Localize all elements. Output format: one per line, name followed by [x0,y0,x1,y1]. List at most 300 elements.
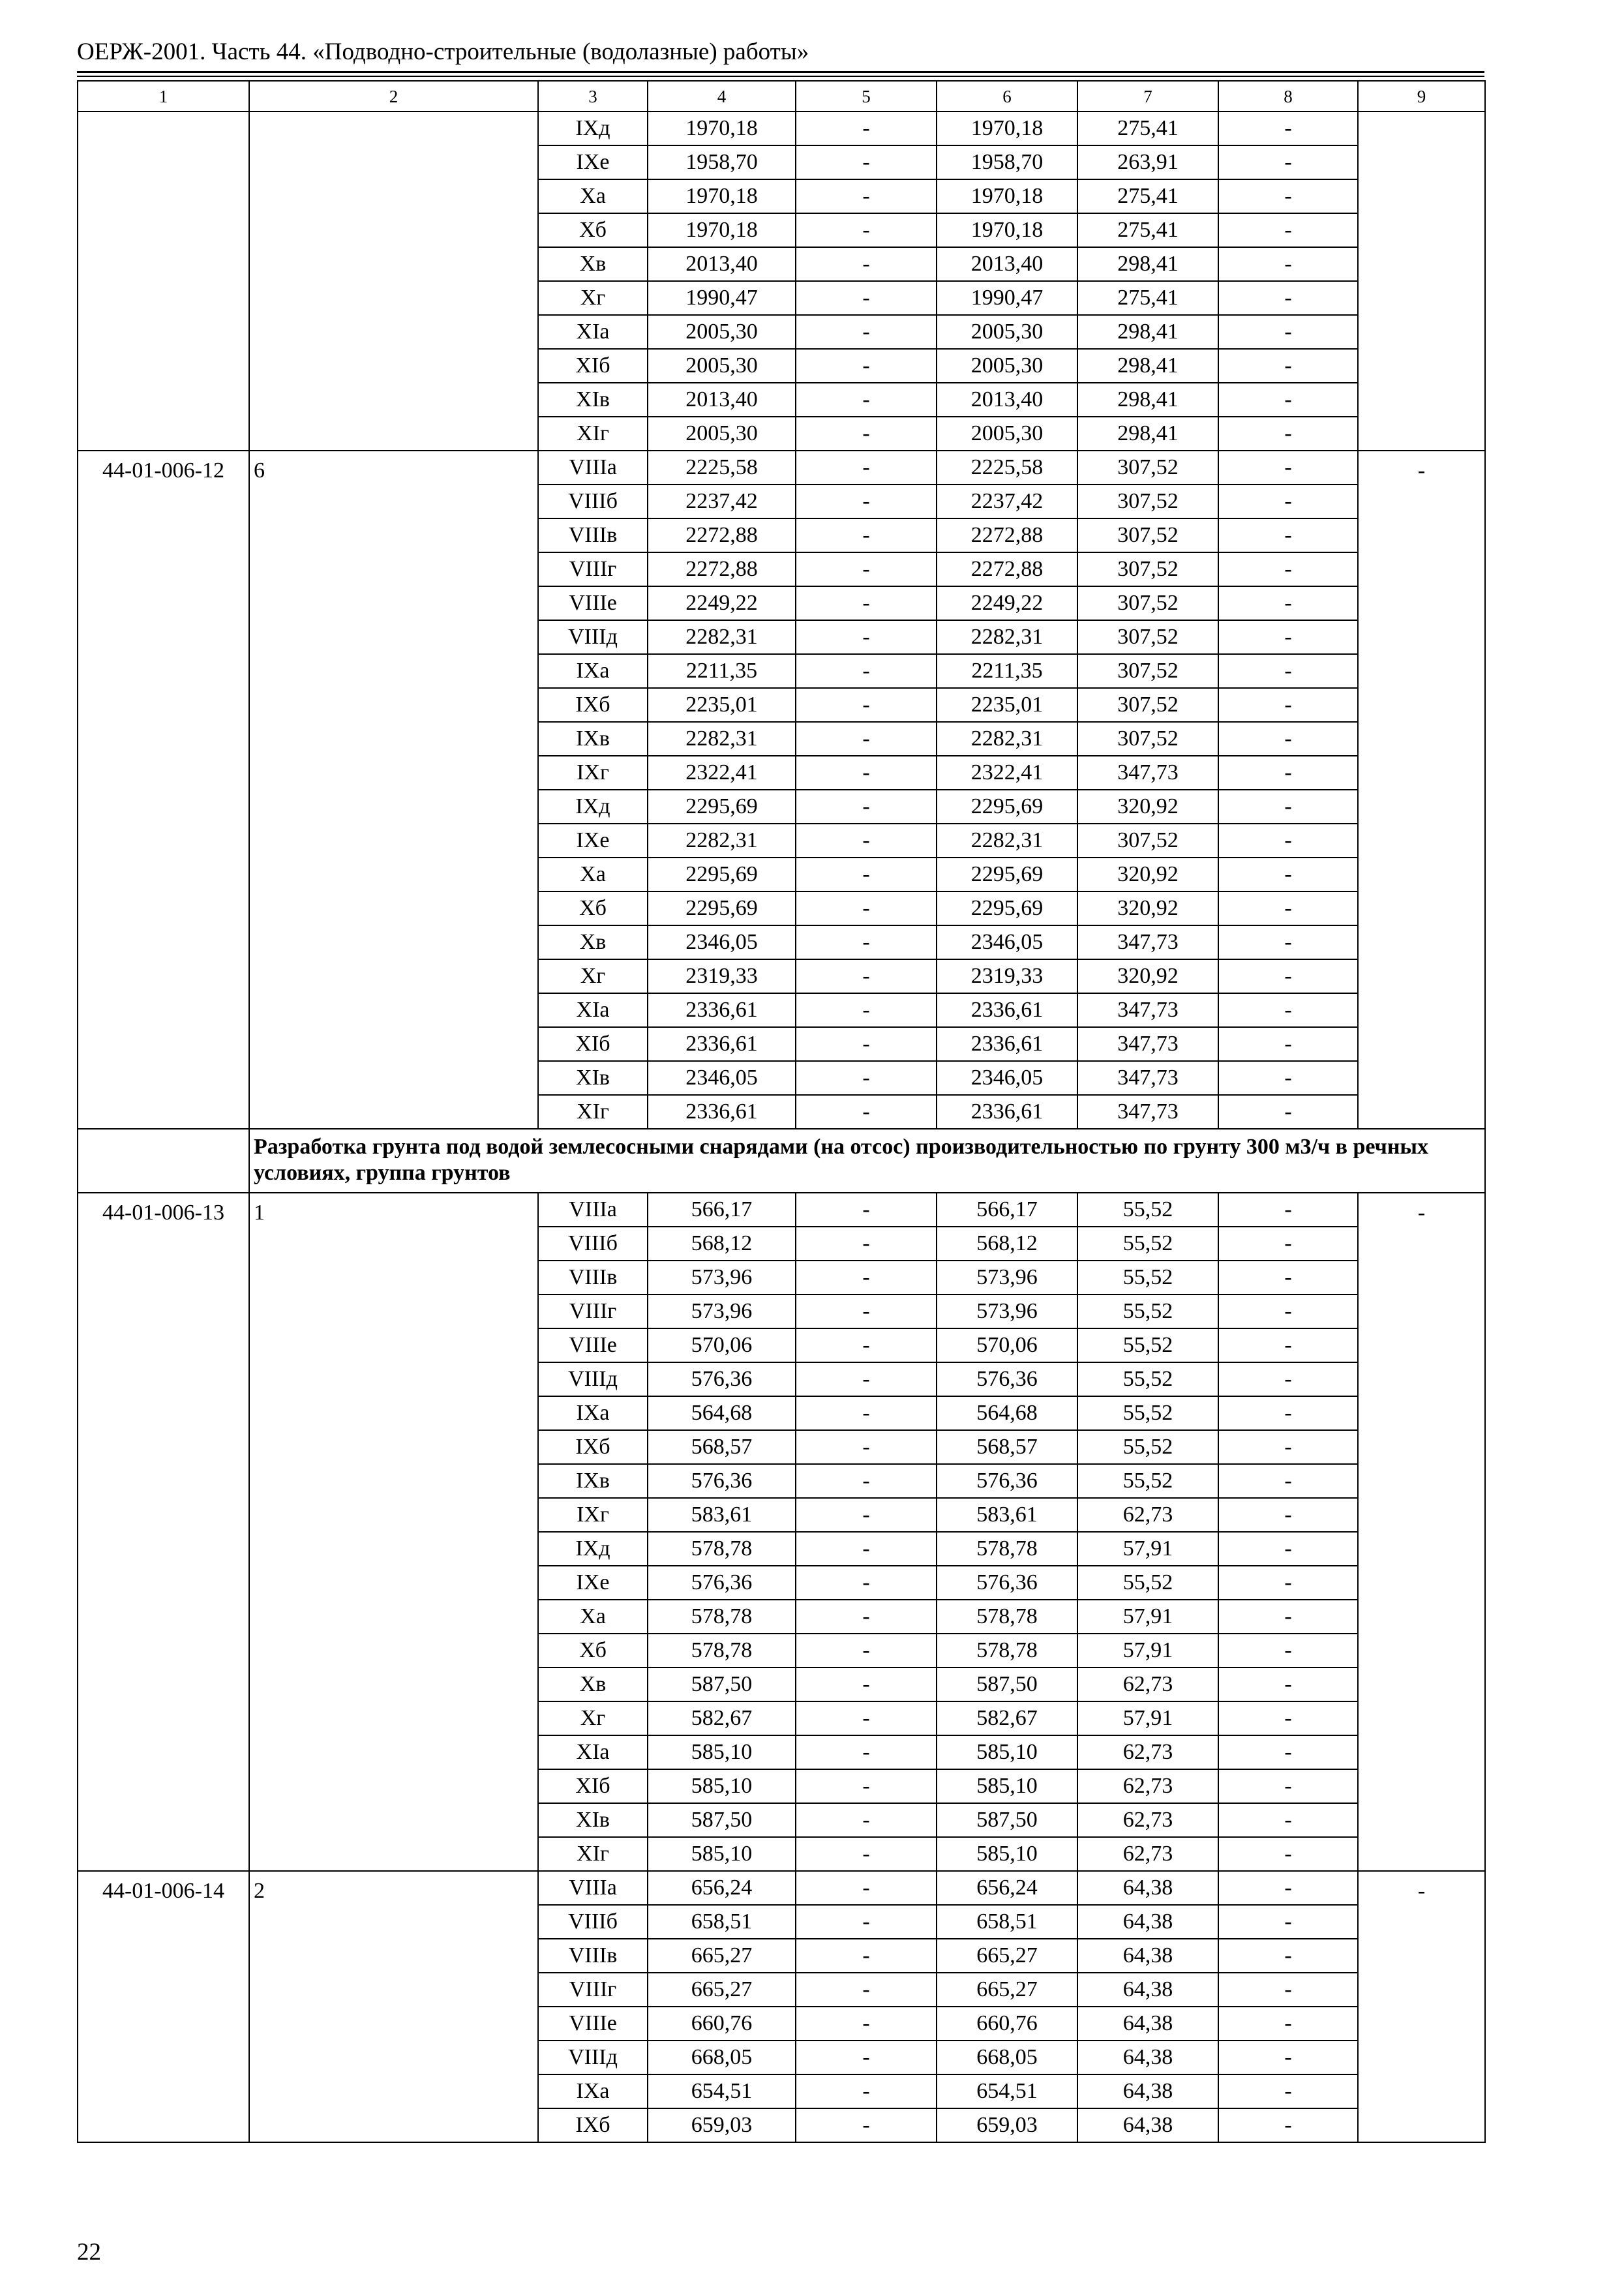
col6-value: 568,57 [937,1430,1077,1464]
soil-group: Xа [538,858,648,891]
col4-value: 566,17 [648,1193,796,1227]
col8-value: - [1218,688,1358,722]
col5-value: - [796,654,937,688]
rate-code: 44-01-006-14 [78,1871,249,2142]
column-number-5: 5 [796,81,937,112]
soil-group: XIа [538,315,648,349]
col8-value: - [1218,1735,1358,1769]
table-row [78,112,1485,145]
col6-value: 2336,61 [937,993,1077,1027]
col7-value: 62,73 [1077,1735,1218,1769]
col6-value: 585,10 [937,1769,1077,1803]
col7-value: 307,52 [1077,586,1218,620]
col7-value: 55,52 [1077,1396,1218,1430]
col7-value: 347,73 [1077,925,1218,959]
col9-value [1358,112,1485,451]
col8-value: - [1218,518,1358,552]
soil-group: XIв [538,1803,648,1837]
col6-value: 2322,41 [937,756,1077,790]
col7-value: 320,92 [1077,891,1218,925]
soil-group: IXд [538,790,648,824]
col5-value: - [796,1532,937,1566]
soil-group: Xг [538,1701,648,1735]
col8-value: - [1218,1837,1358,1871]
soil-group: XIг [538,1095,648,1129]
col8-value: - [1218,1634,1358,1668]
col6-value: 660,76 [937,2007,1077,2041]
col5-value: - [796,1261,937,1294]
col5-value: - [796,1871,937,1905]
column-number-3: 3 [538,81,648,112]
col8-value: - [1218,722,1358,756]
col4-value: 2282,31 [648,722,796,756]
col5-value: - [796,451,937,485]
col7-value: 275,41 [1077,213,1218,247]
col6-value: 2249,22 [937,586,1077,620]
col6-value: 576,36 [937,1566,1077,1600]
col5-value: - [796,112,937,145]
col8-value: - [1218,1261,1358,1294]
col5-value: - [796,925,937,959]
page-number: 22 [77,2239,101,2266]
col4-value: 587,50 [648,1668,796,1701]
col7-value: 55,52 [1077,1294,1218,1328]
col5-value: - [796,1027,937,1061]
col8-value: - [1218,1939,1358,1973]
col8-value: - [1218,1095,1358,1129]
col5-value: - [796,2041,937,2074]
col4-value: 2272,88 [648,552,796,586]
col8-value: - [1218,1668,1358,1701]
col7-value: 55,52 [1077,1328,1218,1362]
col5-value: - [796,1464,937,1498]
col5-value: - [796,1769,937,1803]
soil-group: IXд [538,112,648,145]
col6-value: 656,24 [937,1871,1077,1905]
col4-value: 2237,42 [648,485,796,518]
soil-group: Xг [538,959,648,993]
soil-group: VIIIд [538,2041,648,2074]
column-number-1: 1 [78,81,249,112]
soil-group: XIг [538,417,648,451]
col8-value: - [1218,417,1358,451]
soil-group: Xа [538,1600,648,1634]
col4-value: 665,27 [648,1939,796,1973]
section-title-row [78,1129,1485,1193]
col5-value: - [796,145,937,179]
soil-group: Xб [538,1634,648,1668]
section-title: Разработка грунта под водой землесосными снарядами (на отсос) производительностью по грунту 300 м3/ч в речных условиях, группа грунтов [249,1129,1485,1193]
col6-value: 2272,88 [937,518,1077,552]
col4-value: 2322,41 [648,756,796,790]
col5-value: - [796,281,937,315]
col5-value: - [796,1973,937,2007]
col5-value: - [796,1193,937,1227]
col7-value: 307,52 [1077,654,1218,688]
col8-value: - [1218,1227,1358,1261]
col6-value: 573,96 [937,1294,1077,1328]
soil-group: IXг [538,1498,648,1532]
col8-value: - [1218,891,1358,925]
col7-value: 62,73 [1077,1769,1218,1803]
soil-group: IXв [538,722,648,756]
soil-group: XIб [538,1769,648,1803]
col6-value: 583,61 [937,1498,1077,1532]
soil-group: VIIIа [538,1193,648,1227]
col5-value: - [796,756,937,790]
col6-value: 1958,70 [937,145,1077,179]
col6-value: 1970,18 [937,213,1077,247]
col8-value: - [1218,213,1358,247]
col7-value: 307,52 [1077,552,1218,586]
soil-group: VIIIа [538,1871,648,1905]
col8-value: - [1218,247,1358,281]
col7-value: 307,52 [1077,518,1218,552]
col4-value: 573,96 [648,1294,796,1328]
soil-group: XIа [538,993,648,1027]
col7-value: 55,52 [1077,1227,1218,1261]
column-number-row [78,81,1485,112]
soil-group: XIб [538,1027,648,1061]
col5-value: - [796,1227,937,1261]
soil-group: IXа [538,654,648,688]
col6-value: 578,78 [937,1634,1077,1668]
col4-value: 578,78 [648,1634,796,1668]
header-rule-secondary [77,76,1484,77]
soil-group: Xв [538,1668,648,1701]
col4-value: 659,03 [648,2108,796,2142]
col7-value: 62,73 [1077,1803,1218,1837]
col6-value: 1970,18 [937,179,1077,213]
col7-value: 55,52 [1077,1566,1218,1600]
soil-group: VIIIе [538,2007,648,2041]
col8-value: - [1218,552,1358,586]
col9-value: - [1358,451,1485,1129]
col7-value: 57,91 [1077,1600,1218,1634]
col7-value: 64,38 [1077,2041,1218,2074]
col7-value: 64,38 [1077,2007,1218,2041]
soil-group: VIIIд [538,620,648,654]
col7-value: 57,91 [1077,1634,1218,1668]
col7-value: 307,52 [1077,824,1218,858]
col4-value: 2249,22 [648,586,796,620]
col4-value: 1990,47 [648,281,796,315]
col6-value: 658,51 [937,1905,1077,1939]
col4-value: 660,76 [648,2007,796,2041]
col4-value: 585,10 [648,1769,796,1803]
col6-value: 564,68 [937,1396,1077,1430]
col4-value: 570,06 [648,1328,796,1362]
col7-value: 275,41 [1077,281,1218,315]
col7-value: 347,73 [1077,756,1218,790]
col8-value: - [1218,349,1358,383]
col7-value: 320,92 [1077,790,1218,824]
col7-value: 263,91 [1077,145,1218,179]
col6-value: 665,27 [937,1973,1077,2007]
col7-value: 298,41 [1077,247,1218,281]
soil-group: XIг [538,1837,648,1871]
col6-value: 2225,58 [937,451,1077,485]
col6-value: 576,36 [937,1464,1077,1498]
col8-value: - [1218,1362,1358,1396]
col4-value: 583,61 [648,1498,796,1532]
section-blank-cell [78,1129,249,1193]
col5-value: - [796,1735,937,1769]
col4-value: 587,50 [648,1803,796,1837]
col8-value: - [1218,1701,1358,1735]
col8-value: - [1218,1769,1358,1803]
col4-value: 585,10 [648,1735,796,1769]
col7-value: 307,52 [1077,688,1218,722]
col8-value: - [1218,1905,1358,1939]
col5-value: - [796,1837,937,1871]
soil-group: VIIIв [538,1939,648,1973]
col7-value: 307,52 [1077,485,1218,518]
col8-value: - [1218,925,1358,959]
col7-value: 347,73 [1077,1095,1218,1129]
col5-value: - [796,247,937,281]
col5-value: - [796,959,937,993]
col5-value: - [796,993,937,1027]
col8-value: - [1218,993,1358,1027]
col6-value: 2346,05 [937,925,1077,959]
col4-value: 2013,40 [648,247,796,281]
soil-group: Xв [538,247,648,281]
col5-value: - [796,586,937,620]
col8-value: - [1218,1498,1358,1532]
col6-value: 578,78 [937,1600,1077,1634]
col4-value: 576,36 [648,1464,796,1498]
col5-value: - [796,1701,937,1735]
col7-value: 64,38 [1077,1973,1218,2007]
column-number-8: 8 [1218,81,1358,112]
col4-value: 2005,30 [648,349,796,383]
col4-value: 1970,18 [648,179,796,213]
rate-code: 44-01-006-12 [78,451,249,1129]
col6-value: 2005,30 [937,417,1077,451]
col4-value: 2225,58 [648,451,796,485]
col4-value: 2211,35 [648,654,796,688]
column-number-9: 9 [1358,81,1485,112]
col5-value: - [796,1668,937,1701]
soil-group: IXа [538,1396,648,1430]
soil-group: IXа [538,2074,648,2108]
col5-value: - [796,1905,937,1939]
col5-value: - [796,722,937,756]
col6-value: 568,12 [937,1227,1077,1261]
col5-value: - [796,688,937,722]
col7-value: 55,52 [1077,1464,1218,1498]
col5-value: - [796,1566,937,1600]
col5-value: - [796,2007,937,2041]
col7-value: 320,92 [1077,959,1218,993]
col4-value: 658,51 [648,1905,796,1939]
col7-value: 55,52 [1077,1362,1218,1396]
col7-value: 62,73 [1077,1837,1218,1871]
col5-value: - [796,485,937,518]
col6-value: 2346,05 [937,1061,1077,1095]
col7-value: 347,73 [1077,993,1218,1027]
col8-value: - [1218,315,1358,349]
col8-value: - [1218,790,1358,824]
col8-value: - [1218,145,1358,179]
soil-group: IXб [538,688,648,722]
col8-value: - [1218,1973,1358,2007]
col6-value: 2013,40 [937,247,1077,281]
col4-value: 2013,40 [648,383,796,417]
soil-group: VIIIв [538,1261,648,1294]
col8-value: - [1218,756,1358,790]
col4-value: 585,10 [648,1837,796,1871]
col8-value: - [1218,451,1358,485]
soil-group: XIб [538,349,648,383]
column-number-2: 2 [249,81,538,112]
soil-group: IXе [538,145,648,179]
col6-value: 570,06 [937,1328,1077,1362]
col8-value: - [1218,281,1358,315]
col8-value: - [1218,858,1358,891]
page-header: ОЕРЖ-2001. Часть 44. «Подводно-строительные (водолазные) работы» [77,38,809,65]
col8-value: - [1218,485,1358,518]
col6-value: 2295,69 [937,891,1077,925]
col7-value: 57,91 [1077,1532,1218,1566]
soil-group: VIIIе [538,586,648,620]
col4-value: 2319,33 [648,959,796,993]
col4-value: 1958,70 [648,145,796,179]
soil-group: VIIIе [538,1328,648,1362]
col8-value: - [1218,1027,1358,1061]
soil-group: IXб [538,1430,648,1464]
soil-group: IXб [538,2108,648,2142]
rate-label: 2 [249,1871,538,2142]
col4-value: 564,68 [648,1396,796,1430]
col4-value: 2005,30 [648,315,796,349]
col8-value: - [1218,2007,1358,2041]
col6-value: 576,36 [937,1362,1077,1396]
col5-value: - [796,1294,937,1328]
rate-code: 44-01-006-13 [78,1193,249,1871]
col4-value: 573,96 [648,1261,796,1294]
col7-value: 55,52 [1077,1193,1218,1227]
soil-group: Xа [538,179,648,213]
col8-value: - [1218,1464,1358,1498]
soil-group: XIв [538,1061,648,1095]
col5-value: - [796,1498,937,1532]
col8-value: - [1218,654,1358,688]
rate-code [78,112,249,451]
col6-value: 585,10 [937,1735,1077,1769]
col5-value: - [796,790,937,824]
col6-value: 566,17 [937,1193,1077,1227]
col7-value: 64,38 [1077,2108,1218,2142]
soil-group: IXе [538,1566,648,1600]
col8-value: - [1218,1871,1358,1905]
col4-value: 568,57 [648,1430,796,1464]
rate-label: 6 [249,451,538,1129]
rate-label: 1 [249,1193,538,1871]
col8-value: - [1218,1566,1358,1600]
col5-value: - [796,383,937,417]
col6-value: 573,96 [937,1261,1077,1294]
col5-value: - [796,1061,937,1095]
col8-value: - [1218,1396,1358,1430]
col4-value: 2336,61 [648,993,796,1027]
col5-value: - [796,1396,937,1430]
col6-value: 2013,40 [937,383,1077,417]
col4-value: 2282,31 [648,620,796,654]
col6-value: 2336,61 [937,1027,1077,1061]
soil-group: IXе [538,824,648,858]
col4-value: 1970,18 [648,112,796,145]
soil-group: Xб [538,891,648,925]
soil-group: XIа [538,1735,648,1769]
soil-group: VIIIа [538,451,648,485]
col6-value: 2005,30 [937,315,1077,349]
col8-value: - [1218,383,1358,417]
col8-value: - [1218,1328,1358,1362]
col5-value: - [796,1803,937,1837]
col7-value: 347,73 [1077,1061,1218,1095]
col6-value: 665,27 [937,1939,1077,1973]
col6-value: 2336,61 [937,1095,1077,1129]
col6-value: 2295,69 [937,790,1077,824]
col8-value: - [1218,1803,1358,1837]
col6-value: 2319,33 [937,959,1077,993]
rates-table [77,80,1486,2143]
col5-value: - [796,1430,937,1464]
soil-group: VIIIг [538,552,648,586]
soil-group: VIIIб [538,1227,648,1261]
col4-value: 582,67 [648,1701,796,1735]
col6-value: 2235,01 [937,688,1077,722]
col4-value: 2295,69 [648,858,796,891]
col4-value: 2272,88 [648,518,796,552]
col6-value: 1970,18 [937,112,1077,145]
col5-value: - [796,2074,937,2108]
col9-value: - [1358,1193,1485,1871]
col8-value: - [1218,959,1358,993]
col6-value: 2005,30 [937,349,1077,383]
col4-value: 578,78 [648,1600,796,1634]
col8-value: - [1218,112,1358,145]
soil-group: XIв [538,383,648,417]
col7-value: 62,73 [1077,1668,1218,1701]
col8-value: - [1218,824,1358,858]
col6-value: 668,05 [937,2041,1077,2074]
col5-value: - [796,349,937,383]
col5-value: - [796,1095,937,1129]
col7-value: 298,41 [1077,383,1218,417]
col4-value: 2235,01 [648,688,796,722]
table-row [78,1871,1485,1905]
col8-value: - [1218,2041,1358,2074]
col4-value: 2336,61 [648,1027,796,1061]
col6-value: 2282,31 [937,620,1077,654]
col4-value: 2295,69 [648,891,796,925]
column-number-7: 7 [1077,81,1218,112]
col8-value: - [1218,2074,1358,2108]
col7-value: 307,52 [1077,451,1218,485]
col6-value: 2211,35 [937,654,1077,688]
col5-value: - [796,2108,937,2142]
soil-group: IXд [538,1532,648,1566]
col4-value: 1970,18 [648,213,796,247]
soil-group: Xв [538,925,648,959]
col6-value: 582,67 [937,1701,1077,1735]
col7-value: 307,52 [1077,620,1218,654]
col7-value: 347,73 [1077,1027,1218,1061]
soil-group: VIIIб [538,1905,648,1939]
